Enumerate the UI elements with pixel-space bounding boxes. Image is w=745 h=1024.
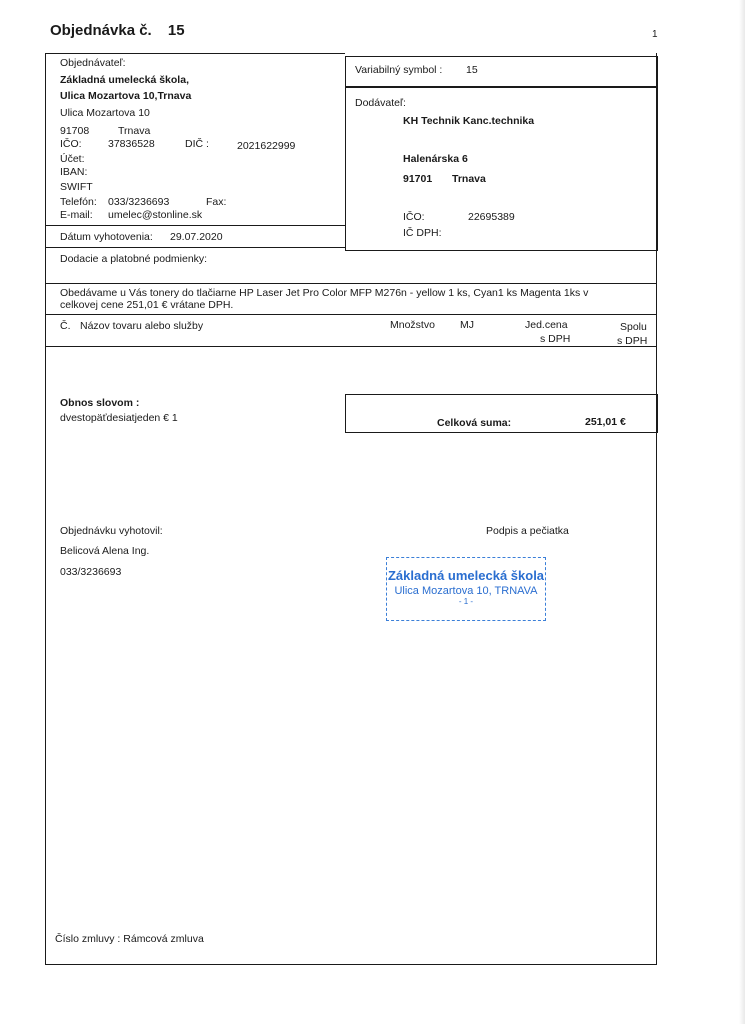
contract-label: Číslo zmluvy : [55,933,121,945]
supplier-zip: 91701 [403,173,433,185]
signature-label: Podpis a pečiatka [486,525,569,537]
amount-words-value: dvestopäťdesiatjeden € 1 [60,412,178,424]
supplier-ico-label: IČO: [403,211,425,223]
buyer-address-bold: Ulica Mozartova 10,Trnava [60,90,192,102]
stamp-line2: Ulica Mozartova 10, TRNAVA [394,585,538,597]
supplier-box [345,87,658,251]
date-row-top [45,225,345,226]
buyer-zip: 91708 [60,125,90,137]
buyer-phone-label: Telefón: [60,196,97,208]
frame-top [45,53,345,54]
variable-symbol-value: 15 [466,64,478,76]
col-number: Č. [60,320,71,332]
supplier-label: Dodávateľ: [355,97,406,109]
stamp-line3: - 1 - [458,597,474,606]
buyer-label: Objednávateľ: [60,57,126,69]
frame-left [45,53,46,965]
col-unit-price-vat: s DPH [540,333,571,345]
buyer-ico: 37836528 [108,138,155,150]
variable-symbol-label: Variabilný symbol : [355,64,443,76]
buyer-iban-label: IBAN: [60,166,88,178]
buyer-dic: 2021622999 [237,140,296,152]
buyer-email: umelec@stonline.sk [108,209,203,221]
document-title [50,22,185,39]
total-label: Celková suma: [437,417,512,429]
buyer-street: Ulica Mozartova 10 [60,107,150,119]
table-header-bottom [45,346,657,347]
page-number: 1 [652,29,658,40]
buyer-dic-label: DIČ : [185,138,209,150]
issuer-name: Belicová Alena Ing. [60,545,150,557]
description-row-bottom [45,314,657,315]
buyer-city: Trnava [118,125,151,137]
col-quantity: Množstvo [390,319,435,331]
date-row-bottom [45,247,345,248]
col-name: Názov tovaru alebo služby [80,320,204,332]
col-total-vat: s DPH [617,335,648,347]
buyer-account-label: Účet: [60,153,85,165]
col-total: Spolu [620,321,647,333]
supplier-icdph-label: IČ DPH: [403,227,442,239]
buyer-email-label: E-mail: [60,209,93,221]
buyer-phone: 033/3236693 [108,196,170,208]
terms-label: Dodacie a platobné podmienky: [60,253,208,265]
buyer-ico-label: IČO: [60,138,82,150]
contract-line [55,933,204,945]
supplier-city: Trnava [452,173,486,185]
description-line2: celkovej cene 251,01 € vrátane DPH. [60,299,234,311]
order-number: 15 [167,22,185,39]
buyer-swift-label: SWIFT [60,181,93,193]
date-label: Dátum vyhotovenia: [60,231,153,243]
total-value: 251,01 € [585,416,626,428]
contract-value: Rámcová zmluva [123,933,204,945]
col-unit: MJ [460,319,474,331]
stamp-line1: Základná umelecká škola [387,568,545,583]
issuer-label: Objednávku vyhotovil: [60,525,163,537]
issuer-phone: 033/3236693 [60,566,122,578]
school-stamp [386,557,546,621]
date-value: 29.07.2020 [170,231,223,243]
amount-words-label: Obnos slovom : [60,397,140,409]
supplier-street: Halenárska 6 [403,153,468,165]
supplier-name: KH Technik Kanc.technika [403,115,535,127]
terms-row-bottom [45,283,657,284]
col-unit-price: Jed.cena [525,319,568,331]
title-text: Objednávka č. [50,22,152,39]
frame-bottom [45,964,657,965]
scan-edge [739,0,745,1024]
supplier-ico: 22695389 [468,211,515,223]
buyer-name: Základná umelecká škola, [60,74,189,86]
buyer-fax-label: Fax: [206,196,227,208]
description-line1: Obedávame u Vás tonery do tlačiarne HP Laser Jet Pro Color MFP M276n - yellow 1 ks, Cyan1 ks Magenta 1ks v [60,287,589,299]
